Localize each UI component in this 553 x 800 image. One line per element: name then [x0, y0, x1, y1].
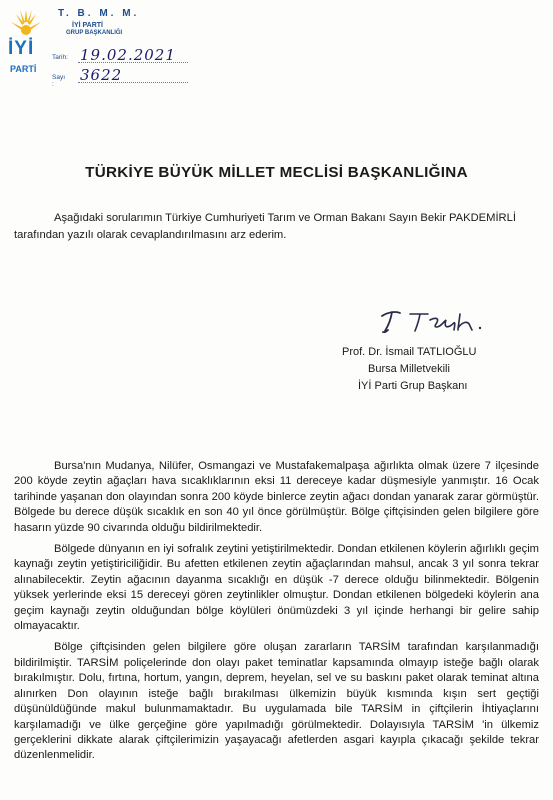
- body-paragraph: Bölge çiftçisinden gelen bilgilere göre oluşan zararların TARSİM tarafından karşılanmadığı bildirilmiştir. TARSİM poliçelerinde don olayı paket teminatlar kapsamında olmayıp isteğe bağlı olarak bırakılmıştır. Dolu, fırtına, hortum, yangın, deprem, heyelan, sel ve su baskını paket olarak teminat altına alınırken Don olayının isteğe bağlı bırakılması ülkemizin büyük kısmında kışın sert geçtiği düşünüldüğünde makul bulunmamaktadır. Bu uygulamada bile TARSİM in çiftçilerin İhtiyaçlarını karşılamadığı ve ülke gerçeğine göre yapılmadığı görülmektedir. Dolayısıyla TARSİM 'in ülkemiz gerçeklerini dikkate alarak çiftçilerimizin yaşayacağı afetlerden asgari kayıpla çıkacağı şekilde tekrar düzenlenmelidir.: [14, 641, 539, 762]
- date-rule: [78, 62, 188, 63]
- signer-name: Prof. Dr. İsmail TATLIOĞLU: [342, 346, 477, 358]
- signer-title: Bursa Milletvekili: [368, 363, 450, 375]
- logo-subtext: PARTİ: [10, 64, 37, 74]
- number-rule: [78, 82, 188, 83]
- registry-stamp: [52, 8, 202, 88]
- intro-paragraph: Aşağıdaki sorularımın Türkiye Cumhuriyeti Tarım ve Orman Bakanı Sayın Bekir PAKDEMİRLİ tarafından yazılı olarak cevaplandırılmasını arz ederim.: [14, 212, 516, 241]
- signer-block: [342, 344, 542, 395]
- party-logo: [4, 8, 48, 78]
- stamp-group: GRUP BAŞKANLIĞI: [66, 30, 123, 36]
- stamp-title: T. B. M. M.: [58, 8, 140, 19]
- body-paragraph: Bölgede dünyanın en iyi sofralık zeytini yetiştirilmektedir. Dondan etkilenen köylerin ağırlıklı geçim kaynağı zeytin yetiştiriciliğidir. Bu afetten etkilenen zeytin ağaçlarından mahsul, ancak 3 yıl sonra tekrar alınabilecektir. Zeytin ağacının dayanma sıcaklığı en düşük -7 derece olduğu bilinmektedir. Bölgenin yüksek yerlerinde eksi 15 dereceyi gören zeytinlikler olmuştur. Dondan etkilenen bölgedeki köylerin ana geçim kaynağı zeytin olduğundan bölge köylüleri önümüzdeki 3 yıl içinde herhangi bir gelire sahip olmayacaktır.: [14, 543, 539, 633]
- date-label: Tarih:: [52, 54, 68, 61]
- handwritten-signature: [376, 306, 506, 336]
- body-paragraph: Bursa'nın Mudanya, Nilüfer, Osmangazi ve Mustafakemalpaşa ağırlıkta olmak üzere 7 ilçesinde 200 köyde zeytin ağaçları hava sıcaklıklarının eksi 11 dereceye kadar düşmesiyle yanmıştır. 16 Ocak tarihinde yaşanan don olayından sonra 200 köyde binlerce zeytin ağacı dondan yanarak zarar görmüştür. Bölgede bu derece düşük sıcaklık en son 40 yıl önce görülmüştür. Bölge çiftçisinden gelen bilgilere göre hasarın yüzde 90 civarında olduğu bildirilmektedir.: [14, 460, 539, 534]
- logo-text: İYİ: [8, 38, 35, 59]
- body-text: [14, 459, 539, 770]
- date-value: 19.02.2021: [80, 46, 176, 64]
- signer-role: İYİ Parti Grup Başkanı: [358, 380, 468, 392]
- number-label: Sayı :: [52, 74, 66, 88]
- sun-icon: [10, 8, 42, 40]
- number-value: 3622: [80, 66, 123, 84]
- stamp-party: İYİ PARTİ: [72, 22, 103, 29]
- document-title: TÜRKİYE BÜYÜK MİLLET MECLİSİ BAŞKANLIĞINA: [85, 164, 468, 181]
